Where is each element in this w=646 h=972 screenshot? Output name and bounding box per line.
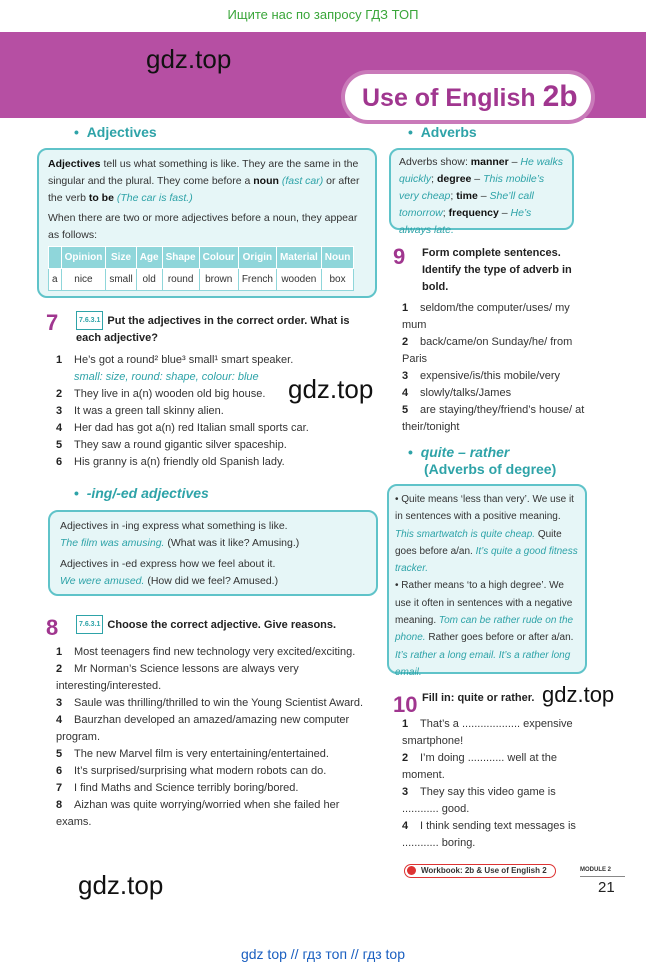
exercise-8-items [56,644,372,831]
item-number: 1 [56,354,63,366]
module-label: MODULE 2 [580,867,612,873]
table-header-cell: Size [106,247,136,269]
exercise-10-items [402,716,586,852]
item-text: Mr Norman’s Science lessons are always very interesting/interested. [56,663,299,692]
adverbs-rule-box: Adverbs show: manner – He walks quickly; degree – This mobile’s very cheap; time – She’ll call tomorrow; frequency – He’s always late. [389,148,574,230]
item-text: His granny is a(n) friendly old Spanish lady. [74,456,285,468]
item-text: small: size, round: shape, colour: blue [74,371,259,383]
watermark: gdz.top [78,870,164,900]
adverbs-heading: • Adverbs [408,124,477,140]
item-text: That’s a ................... expensive smartphone! [402,718,573,747]
exercise-10-number: 10 [393,692,418,717]
ed-rule: Adjectives in -ed express how we feel about it. [60,558,276,570]
adjective-order-table [48,246,354,291]
list-item [56,420,376,437]
item-number: 1 [402,718,409,730]
list-item [56,712,372,746]
item-number: 3 [402,786,409,798]
table-cell: old [136,269,162,291]
item-number: 3 [402,370,409,382]
list-item [56,454,376,471]
item-number: 5 [56,439,63,451]
page-title: Use of English 2b [362,80,578,113]
bottom-links[interactable]: gdz top // гдз топ // гдз top [240,946,406,962]
item-number: 1 [402,302,409,314]
watermark: gdz.top [288,374,374,404]
item-text: He’s got a round² blue³ small¹ smart speaker. [74,354,294,366]
item-text: Aizhan was quite worrying/worried when she failed her exams. [56,799,340,828]
item-text: Baurzhan developed an amazed/amazing new computer program. [56,714,350,743]
watermark: gdz.top [146,44,232,74]
table-cell: small [106,269,136,291]
item-text: They live in a(n) wooden old big house. [74,388,266,400]
table-cell: brown [199,269,238,291]
item-number: 4 [56,714,63,726]
item-text: seldom/the computer/uses/ my mum [402,302,570,331]
item-number: 2 [402,336,409,348]
ing-example: The film was amusing. (What was it like? Amusing.) [60,537,300,549]
item-number: 4 [402,387,409,399]
table-cell: box [321,269,354,291]
page-number: 21 [598,879,615,896]
exercise-7-title: 7.6.3.1 Put the adjectives in the correct order. What is each adjective? [76,311,376,347]
table-header-cell: Material [276,247,321,269]
item-text: It was a green tall skinny alien. [74,405,224,417]
list-item [56,352,376,369]
item-text: I think sending text messages is ............ boring. [402,820,576,849]
watermark: gdz.top [542,682,615,707]
item-number: 5 [56,748,63,760]
adverbs-of-degree-heading: (Adverbs of degree) [424,461,557,477]
ing-rule: Adjectives in -ing express what something is like. [60,520,288,532]
workbook-reference: Workbook: 2b & Use of English 2 [404,864,556,878]
exercise-10-title: Fill in: quite or rather. [422,692,535,704]
adjectives-rule-text: Adjectives tell us what something is like. They are the same in the singular and the plural. They come before a noun (fast car) or after the verb to be (The car is fast.) [48,158,360,204]
workbook-icon [407,866,416,875]
item-text: back/came/on Sunday/he/ from Paris [402,336,573,365]
item-number: 5 [402,404,409,416]
list-item [402,402,592,436]
item-number: 6 [56,456,63,468]
item-number: 4 [56,422,63,434]
exercise-9-number: 9 [393,244,406,269]
table-header-cell: Noun [321,247,354,269]
adjectives-rule-box [37,148,377,298]
table-header-cell: Origin [238,247,276,269]
item-text: It’s surprised/surprising what modern robots can do. [74,765,327,777]
list-item [402,334,592,368]
table-header-cell: Shape [162,247,199,269]
item-number: 2 [56,663,63,675]
exercise-7-items [56,352,376,471]
exercise-7-number: 7 [46,310,59,335]
item-number: 2 [402,752,409,764]
item-number: 3 [56,405,63,417]
item-text: Saule was thrilling/thrilled to win the Young Scientist Award. [74,697,364,709]
item-text: They saw a round gigantic silver spaceship. [74,439,287,451]
list-item [402,716,586,750]
item-text: expensive/is/this mobile/very [420,370,561,382]
table-cell: round [162,269,199,291]
list-item [56,437,376,454]
list-item [56,780,372,797]
item-text: Her dad has got a(n) red Italian small sports car. [74,422,309,434]
list-item [402,784,586,818]
footer-rule [580,876,625,877]
top-search-link[interactable]: Ищите нас по запросу ГДЗ ТОП [227,7,419,22]
exercise-8-title: 7.6.3.1 Choose the correct adjective. Give reasons. [76,615,376,634]
list-item [56,644,372,661]
item-number: 6 [56,765,63,777]
item-text: I’m doing ............ well at the moment. [402,752,557,781]
list-item [402,385,592,402]
item-text: slowly/talks/James [420,387,512,399]
item-number: 1 [56,646,63,658]
item-text: Most teenagers find new technology very excited/exciting. [74,646,356,658]
quite-rather-rule-box: • Quite means ‘less than very’. We use it in sentences with a positive meaning. This smartwatch is quite cheap. Quite goes before a/an. It’s quite a good fitness tracker. • Rather means ‘to a high degree’. We use it often in sentences with a negative meaning. Tom can be rather rude on the phone. Rather goes before or after a/an. It’s rather a long email. It’s a rather long email. [387,484,587,674]
item-number: 4 [402,820,409,832]
quite-rather-heading: • quite – rather [408,444,510,460]
table-cell: French [238,269,276,291]
item-text: They say this video game is ............ good. [402,786,556,815]
list-item [56,797,372,831]
table-cell: nice [61,269,106,291]
table-cell: a [49,269,62,291]
ing-ed-heading: • -ing/-ed adjectives [74,485,209,501]
item-text: are staying/they/friend’s house/ at their/tonight [402,404,585,433]
list-item [56,403,376,420]
ed-example: We were amused. (How did we feel? Amused.) [60,575,279,587]
table-header-cell: Colour [199,247,238,269]
table-header-cell [49,247,62,269]
exercise-8-number: 8 [46,615,59,640]
item-number: 3 [56,697,63,709]
adjectives-heading: • Adjectives [74,124,157,140]
list-item [56,661,372,695]
exercise-9-title: Form complete sentences. Identify the type of adverb in bold. [422,247,572,293]
list-item [56,763,372,780]
table-header-cell: Opinion [61,247,106,269]
title-number: 2b [542,80,578,113]
item-text: I find Maths and Science terribly boring/bored. [74,782,299,794]
item-number: 7 [56,782,63,794]
ing-ed-rule-box [48,510,378,596]
table-cell: wooden [276,269,321,291]
adjectives-order-intro: When there are two or more adjectives before a noun, they appear as follows: [48,212,358,241]
list-item [402,368,592,385]
item-number: 8 [56,799,63,811]
list-item [402,750,586,784]
list-item [402,818,586,852]
item-number: 2 [56,388,63,400]
list-item [56,695,372,712]
table-header-cell: Age [136,247,162,269]
list-item [402,300,592,334]
item-text: The new Marvel film is very entertaining/entertained. [74,748,329,760]
list-item [56,746,372,763]
exercise-9-items [402,300,592,436]
